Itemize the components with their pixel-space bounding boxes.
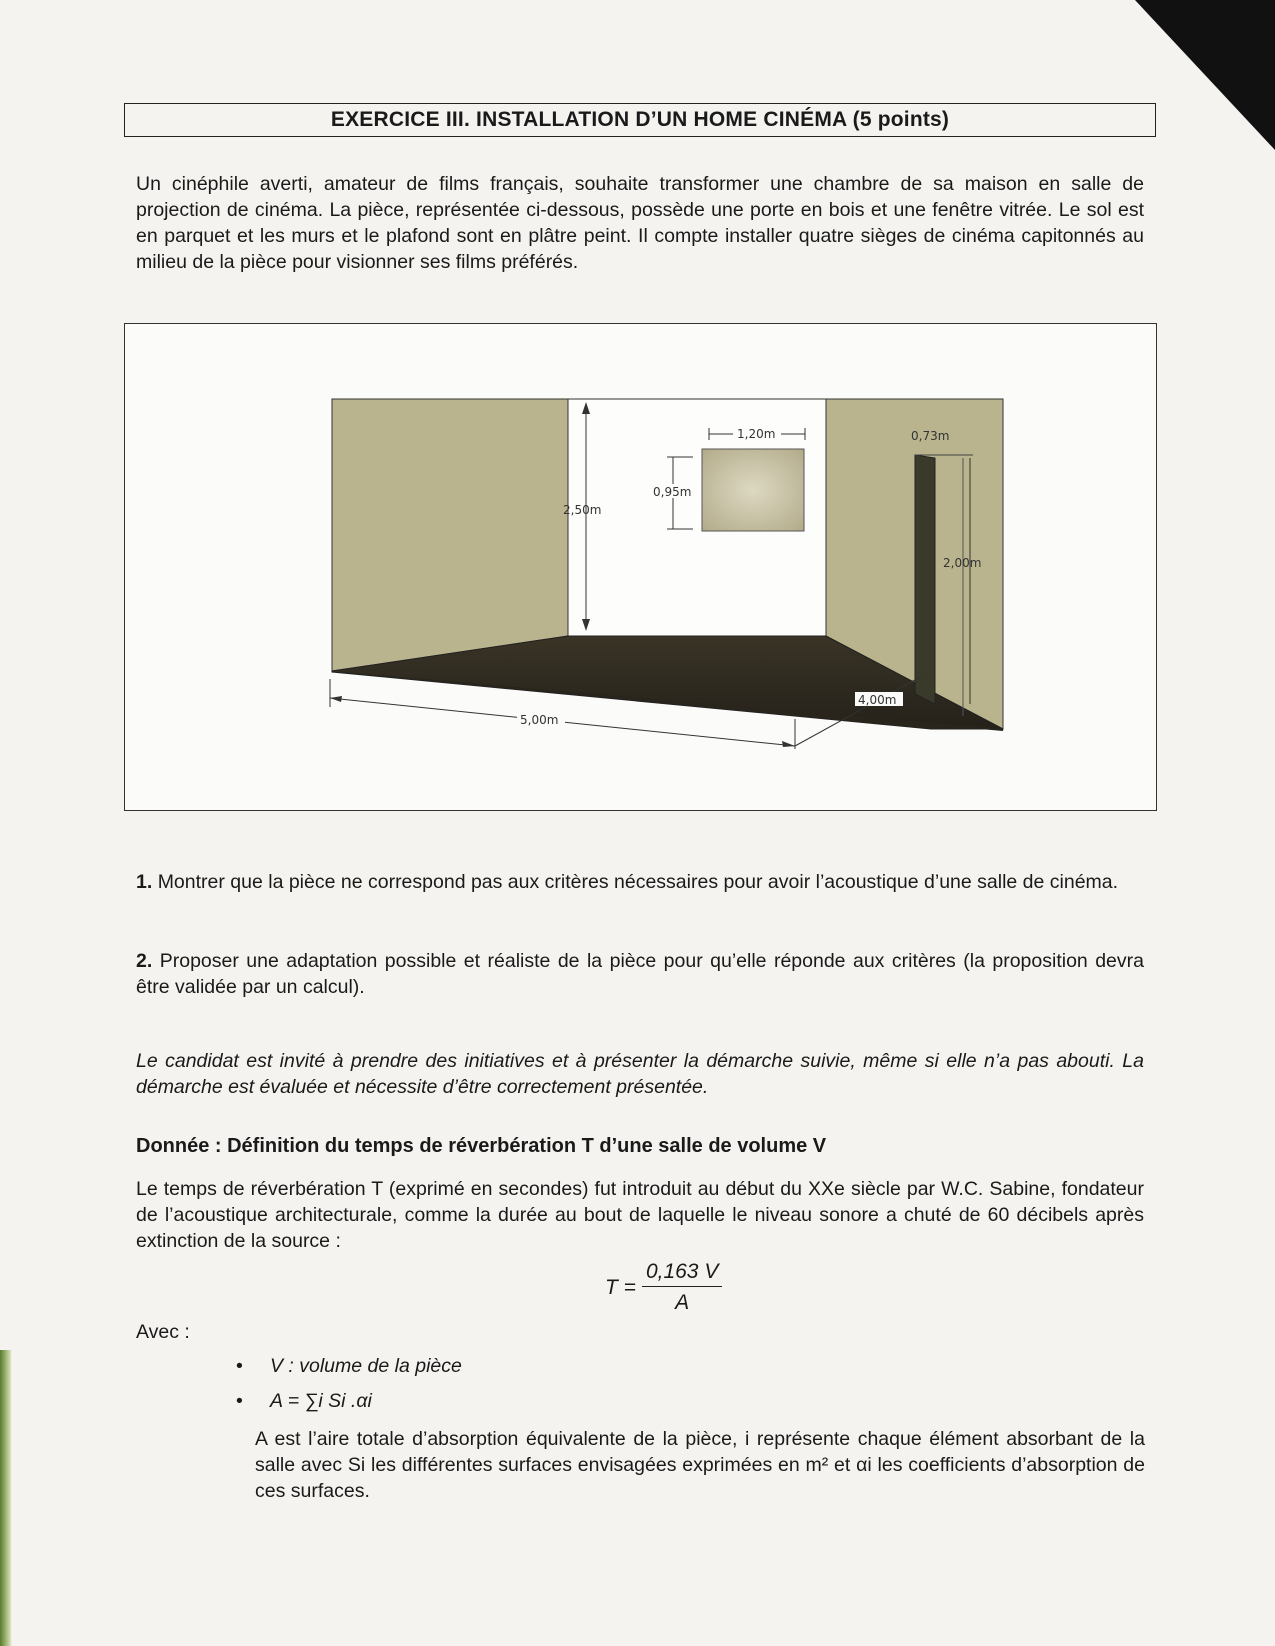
question-2 bbox=[136, 948, 1144, 1000]
door bbox=[915, 455, 935, 704]
bullet-symbol: • bbox=[236, 1390, 243, 1412]
formula-fraction bbox=[642, 1260, 722, 1315]
formula-denominator: A bbox=[675, 1291, 690, 1314]
window-width-label: 1,20m bbox=[737, 427, 776, 441]
door-height-label: 2,00m bbox=[943, 556, 982, 570]
sabine-formula bbox=[605, 1260, 722, 1315]
question-1-text: Montrer que la pièce ne correspond pas aux critères nécessaires pour avoir l’acoustique d’une salle de cinéma. bbox=[157, 871, 1119, 893]
bullet-symbol: • bbox=[236, 1355, 243, 1377]
formula-numerator: 0,163 V bbox=[642, 1260, 722, 1287]
depth-label: 4,00m bbox=[858, 693, 897, 707]
door-width-label: 0,73m bbox=[911, 429, 950, 443]
length-label: 5,00m bbox=[520, 713, 559, 727]
avec-label: Avec : bbox=[136, 1321, 190, 1343]
formula-lhs: T = bbox=[605, 1275, 636, 1299]
donnee-heading: Donnée : Définition du temps de réverbération T d’une salle de volume V bbox=[136, 1135, 827, 1157]
question-1-number: 1. bbox=[136, 871, 153, 893]
left-wall bbox=[332, 399, 568, 671]
room-figure bbox=[124, 323, 1157, 811]
height-label: 2,50m bbox=[563, 503, 602, 517]
question-2-text: Proposer une adaptation possible et réaliste de la pièce pour qu’elle réponde aux critères (la proposition devra être validée par un calcul). bbox=[136, 950, 1144, 998]
bullet-absorption-text: A = ∑i Si .αi bbox=[270, 1390, 372, 1412]
room-diagram bbox=[125, 324, 1158, 812]
question-2-number: 2. bbox=[136, 950, 153, 972]
window-height-label: 0,95m bbox=[653, 485, 692, 499]
absorption-description: A est l’aire totale d’absorption équivalente de la pièce, i représente chaque élément absorbant de la salle avec Si les différentes surfaces envisagées exprimées en m² et αi les coefficients d’absorption de ces surfaces. bbox=[255, 1428, 1145, 1502]
exercise-title: EXERCICE III. INSTALLATION D’UN HOME CINÉMA (5 points) bbox=[124, 103, 1156, 137]
bullet-volume bbox=[236, 1355, 462, 1378]
scan-corner-shadow bbox=[1135, 0, 1275, 150]
question-1 bbox=[136, 869, 1144, 895]
donnee-text: Le temps de réverbération T (exprimé en secondes) fut introduit au début du XXe siècle par W.C. Sabine, fondateur de l’acoustique architecturale, comme la durée au bout de laquelle le niveau sonore a chuté de 60 décibels après extinction de la source : bbox=[136, 1178, 1144, 1252]
window bbox=[702, 449, 804, 531]
bullet-volume-text: V : volume de la pièce bbox=[270, 1355, 462, 1377]
candidate-note: Le candidat est invité à prendre des initiatives et à présenter la démarche suivie, même si elle n’a pas abouti. La démarche est évaluée et nécessite d’être correctement présentée. bbox=[136, 1050, 1144, 1098]
bullet-absorption bbox=[236, 1390, 372, 1413]
scan-edge-strip bbox=[0, 1350, 12, 1646]
intro-paragraph: Un cinéphile averti, amateur de films français, souhaite transformer une chambre de sa maison en salle de projection de cinéma. La pièce, représentée ci-dessous, possède une porte en bois et une fenêtre vitrée. Le sol est en parquet et les murs et le plafond sont en plâtre peint. Il compte installer quatre sièges de cinéma capitonnés au milieu de la pièce pour visionner ses films préférés. bbox=[136, 173, 1144, 273]
